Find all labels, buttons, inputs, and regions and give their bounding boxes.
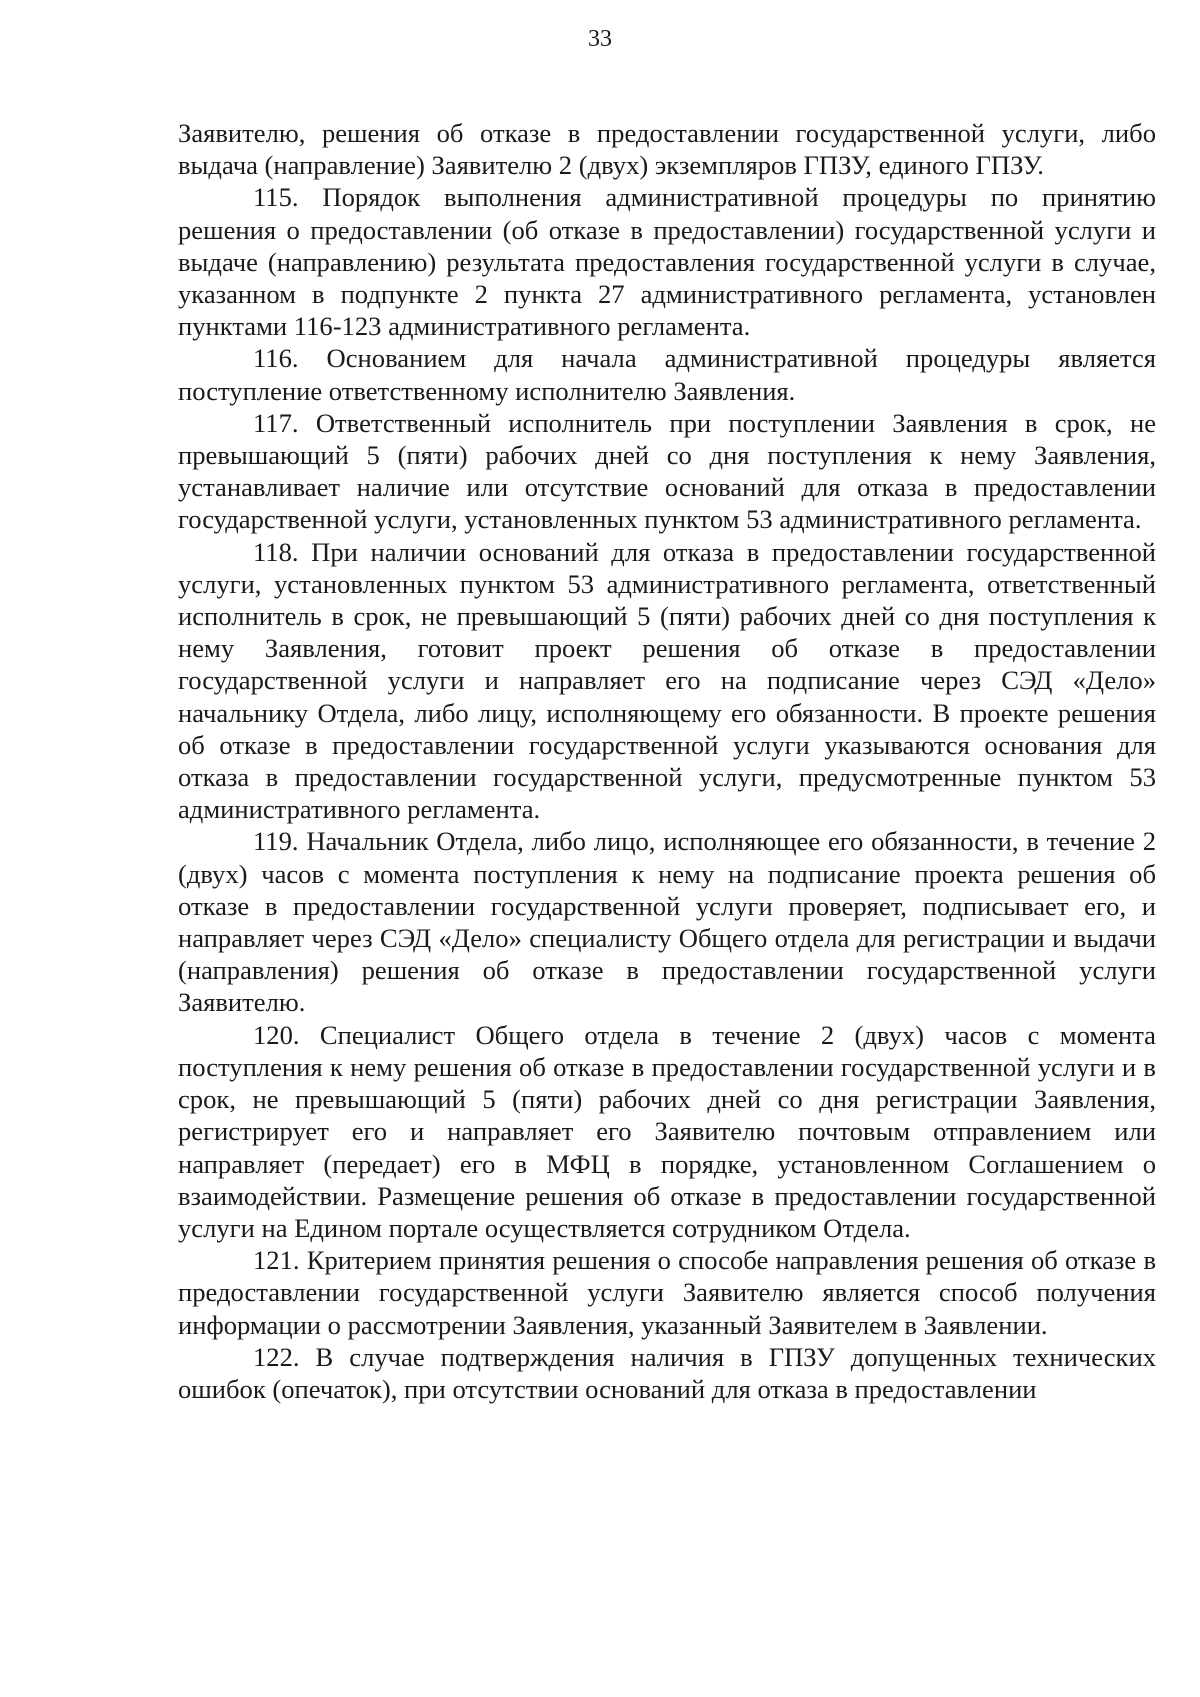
paragraph-120: 120. Специалист Общего отдела в течение 2 (двух) часов с момента поступления к нему решения об отказе в предоставлении государственной услуги и в срок, не превышающий 5 (пяти) рабочих дней со дня регистрации Заявления, регистрирует его и направляет его Заявителю почтовым отправлением или направляет (передает) его в МФЦ в порядке, установленном Соглашением о взаимодействии. Размещение решения об отказе в предоставлении государственной услуги на Едином портале осуществляется сотрудником Отдела.	[178, 1019, 1156, 1243]
document-body	[178, 117, 1156, 1405]
paragraph-118: 118. При наличии оснований для отказа в предоставлении государственной услуги, установленных пунктом 53 административного регламента, ответственный исполнитель в срок, не превышающий 5 (пяти) рабочих дней со дня поступления к нему Заявления, готовит проект решения об отказе в предоставлении государственной услуги и направляет его на подписание через СЭД «Дело» начальнику Отдела, либо лицу, исполняющему его обязанности. В проекте решения об отказе в предоставлении государственной услуги указываются основания для отказа в предоставлении государственной услуги, предусмотренные пунктом 53 административного регламента.	[178, 536, 1156, 825]
paragraph-continuation: Заявителю, решения об отказе в предоставлении государственной услуги, либо выдача (направление) Заявителю 2 (двух) экземпляров ГПЗУ, единого ГПЗУ.	[178, 118, 1156, 181]
paragraph-117: 117. Ответственный исполнитель при поступлении Заявления в срок, не превышающий 5 (пяти) рабочих дней со дня поступления к нему Заявления, устанавливает наличие или отсутствие оснований для отказа в предоставлении государственной услуги, установленных пунктом 53 административного регламента.	[178, 407, 1156, 535]
paragraph-121: 121. Критерием принятия решения о способе направления решения об отказе в предоставлении государственной услуги Заявителю является способ получения информации о рассмотрении Заявления, указанный Заявителем в Заявлении.	[178, 1245, 1156, 1340]
paragraph-115: 115. Порядок выполнения административной процедуры по принятию решения о предоставлении (об отказе в предоставлении) государственной услуги и выдаче (направлению) результата предоставления государственной услуги в случае, указанном в подпункте 2 пункта 27 административного регламента, установлен пунктами 116-123 административного регламента.	[178, 182, 1156, 342]
page-number: 33	[588, 26, 612, 52]
paragraph-122: 122. В случае подтверждения наличия в ГПЗУ допущенных технических ошибок (опечаток), при отсутствии оснований для отказа в предоставлении	[178, 1341, 1156, 1404]
paragraph-116: 116. Основанием для начала административной процедуры является поступление ответственному исполнителю Заявления.	[178, 343, 1156, 406]
paragraph-119: 119. Начальник Отдела, либо лицо, исполняющее его обязанности, в течение 2 (двух) часов с момента поступления к нему на подписание проекта решения об отказе в предоставлении государственной услуги проверяет, подписывает его, и направляет через СЭД «Дело» специалисту Общего отдела для регистрации и выдачи (направления) решения об отказе в предоставлении государственной услуги Заявителю.	[178, 826, 1156, 1018]
